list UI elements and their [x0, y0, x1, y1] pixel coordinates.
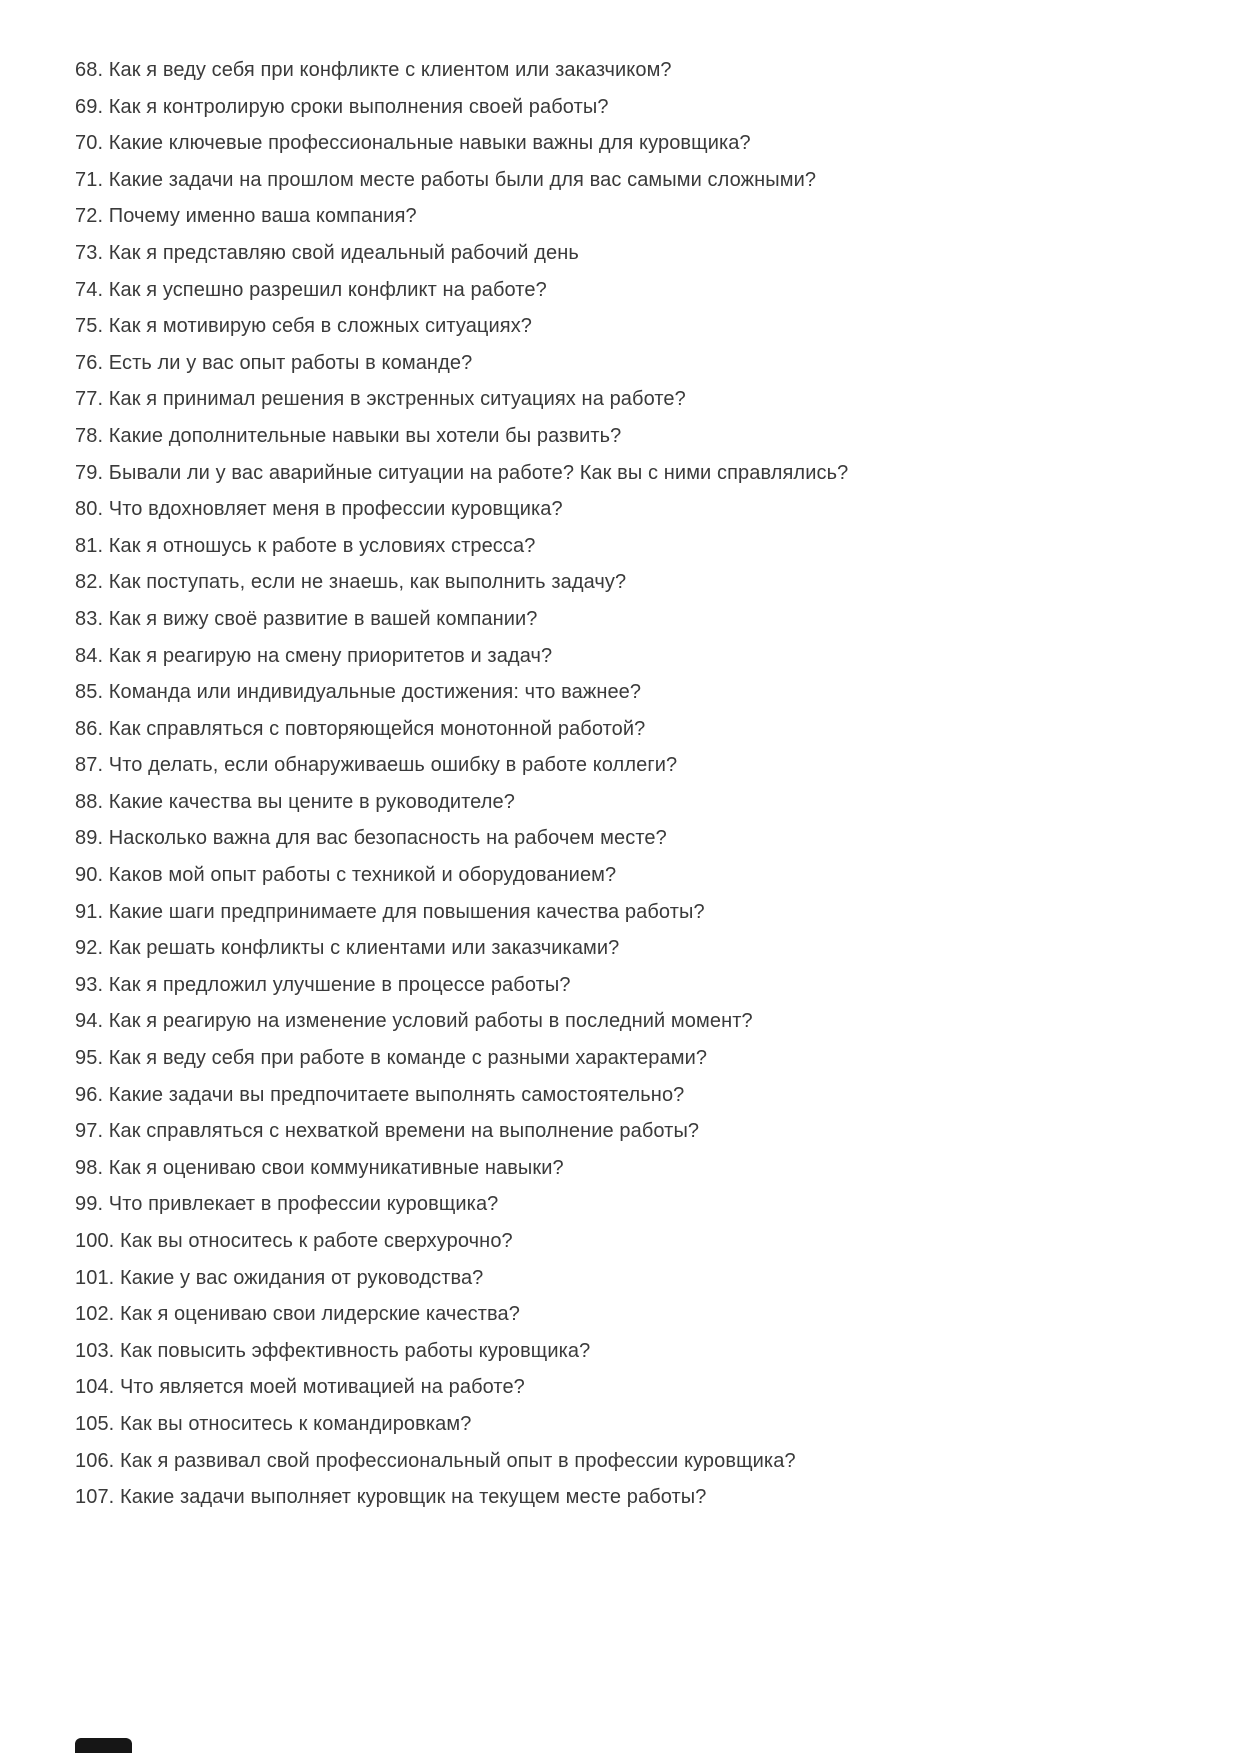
list-item: [75, 857, 1179, 894]
question-number: 89.: [75, 827, 109, 850]
list-item: [75, 711, 1179, 748]
list-item: [75, 1150, 1179, 1187]
question-text: Команда или индивидуальные достижения: что важнее?: [108, 681, 642, 704]
question-number: 91.: [75, 900, 109, 923]
list-item: [75, 930, 1179, 967]
question-number: 72.: [75, 205, 109, 228]
question-text: Как решать конфликты с клиентами или заказчиками?: [108, 937, 620, 960]
question-text: Как я оцениваю свои лидерские качества?: [119, 1303, 520, 1326]
question-text: Какие дополнительные навыки вы хотели бы развить?: [108, 424, 622, 447]
list-item: [75, 967, 1179, 1004]
list-item: [75, 1040, 1179, 1077]
question-text: Как я предложил улучшение в процессе работы?: [108, 973, 571, 996]
question-number: 71.: [75, 168, 109, 191]
question-number: 95.: [75, 1047, 109, 1070]
question-number: 106.: [75, 1449, 120, 1472]
list-item: [75, 638, 1179, 675]
list-item: [75, 89, 1179, 126]
question-number: 98.: [75, 1156, 109, 1179]
list-item: [75, 1260, 1179, 1297]
question-text: Что является моей мотивацией на работе?: [119, 1376, 525, 1399]
question-text: Каков мой опыт работы с техникой и оборудованием?: [108, 864, 617, 887]
question-text: Как я веду себя при работе в команде с разными характерами?: [108, 1047, 708, 1070]
list-item: [75, 345, 1179, 382]
question-text: Какие качества вы цените в руководителе?: [108, 790, 515, 813]
list-item: [75, 418, 1179, 455]
question-text: Как справляться с повторяющейся монотонной работой?: [108, 717, 646, 740]
list-item: [75, 235, 1179, 272]
list-item: [75, 491, 1179, 528]
question-text: Как я реагирую на изменение условий работы в последний момент?: [108, 1010, 753, 1033]
list-item: [75, 1223, 1179, 1260]
question-number: 70.: [75, 132, 109, 155]
list-item: [75, 601, 1179, 638]
question-number: 85.: [75, 681, 109, 704]
list-item: [75, 528, 1179, 565]
question-text: Как я отношусь к работе в условиях стресса?: [108, 534, 536, 557]
list-item: [75, 674, 1179, 711]
question-number: 105.: [75, 1412, 120, 1435]
list-item: [75, 381, 1179, 418]
list-item: [75, 1406, 1179, 1443]
question-text: Какие задачи вы предпочитаете выполнять самостоятельно?: [108, 1083, 685, 1106]
list-item: [75, 125, 1179, 162]
question-number: 76.: [75, 351, 109, 374]
question-text: Как я принимал решения в экстренных ситуациях на работе?: [108, 388, 686, 411]
list-item: [75, 1296, 1179, 1333]
list-item: [75, 52, 1179, 89]
question-number: 79.: [75, 461, 109, 484]
list-item: [75, 162, 1179, 199]
question-text: Как я вижу своё развитие в вашей компании?: [108, 607, 538, 630]
question-text: Почему именно ваша компания?: [108, 205, 417, 228]
question-number: 99.: [75, 1193, 109, 1216]
question-number: 94.: [75, 1010, 109, 1033]
question-number: 96.: [75, 1083, 109, 1106]
list-item: [75, 1186, 1179, 1223]
question-text: Какие задачи на прошлом месте работы были для вас самыми сложными?: [108, 168, 817, 191]
question-text: Как я оцениваю свои коммуникативные навыки?: [108, 1156, 564, 1179]
question-number: 74.: [75, 278, 109, 301]
question-number: 88.: [75, 790, 109, 813]
list-item: [75, 820, 1179, 857]
question-text: Как я представляю свой идеальный рабочий день: [108, 241, 579, 264]
question-text: Как вы относитесь к командировкам?: [119, 1412, 472, 1435]
question-number: 73.: [75, 241, 109, 264]
list-item: [75, 1003, 1179, 1040]
list-item: [75, 894, 1179, 931]
question-text: Как вы относитесь к работе сверхурочно?: [119, 1230, 513, 1252]
cut-off-bottom-element: [75, 1738, 132, 1753]
question-number: 78.: [75, 424, 109, 447]
question-number: 81.: [75, 534, 109, 557]
question-text: Какие у вас ожидания от руководства?: [119, 1266, 484, 1289]
question-text: Какие шаги предпринимаете для повышения качества работы?: [108, 900, 705, 923]
question-text: Как я мотивирую себя в сложных ситуациях?: [108, 315, 533, 338]
list-item: [75, 1333, 1179, 1370]
question-number: 104.: [75, 1376, 120, 1399]
question-text: Что вдохновляет меня в профессии куровщика?: [108, 498, 563, 521]
question-number: 101.: [75, 1266, 120, 1289]
question-text: Что привлекает в профессии куровщика?: [108, 1193, 499, 1216]
list-item: [75, 1113, 1179, 1150]
question-text: Как я контролирую сроки выполнения своей работы?: [108, 95, 609, 118]
question-number: 82.: [75, 571, 109, 594]
question-text: Как поступать, если не знаешь, как выполнить задачу?: [108, 571, 627, 594]
question-text: Как справляться с нехваткой времени на выполнение работы?: [108, 1120, 700, 1143]
question-text: Какие задачи выполняет куровщик на текущем месте работы?: [119, 1486, 707, 1509]
list-item: [75, 308, 1179, 345]
question-number: 100.: [75, 1230, 120, 1252]
list-item: [75, 1443, 1179, 1480]
list-item: [75, 272, 1179, 309]
question-text: Насколько важна для вас безопасность на рабочем месте?: [108, 827, 667, 850]
list-item: [75, 1369, 1179, 1406]
question-text: Как я успешно разрешил конфликт на работе?: [108, 278, 547, 301]
list-item: [75, 747, 1179, 784]
question-text: Бывали ли у вас аварийные ситуации на работе? Как вы с ними справлялись?: [108, 461, 849, 484]
list-item: [75, 1077, 1179, 1114]
list-item: [75, 1479, 1179, 1516]
question-number: 77.: [75, 388, 109, 411]
question-number: 68.: [75, 59, 109, 81]
question-number: 93.: [75, 973, 109, 996]
question-number: 75.: [75, 315, 109, 338]
question-text: Как я веду себя при конфликте с клиентом или заказчиком?: [108, 59, 672, 81]
question-text: Как повысить эффективность работы куровщика?: [119, 1339, 591, 1362]
question-number: 102.: [75, 1303, 120, 1326]
list-item: [75, 455, 1179, 492]
question-number: 97.: [75, 1120, 109, 1143]
question-number: 92.: [75, 937, 109, 960]
question-number: 87.: [75, 754, 109, 777]
question-number: 80.: [75, 498, 109, 521]
question-number: 84.: [75, 644, 109, 667]
question-text: Какие ключевые профессиональные навыки важны для куровщика?: [108, 132, 751, 155]
question-number: 83.: [75, 607, 109, 630]
list-item: [75, 564, 1179, 601]
question-text: Что делать, если обнаруживаешь ошибку в работе коллеги?: [108, 754, 678, 777]
list-item: [75, 784, 1179, 821]
question-number: 90.: [75, 864, 109, 887]
question-text: Как я развивал свой профессиональный опыт в профессии куровщика?: [119, 1449, 796, 1472]
list-item: [75, 198, 1179, 235]
question-number: 107.: [75, 1486, 120, 1509]
question-number: 103.: [75, 1339, 120, 1362]
question-number: 86.: [75, 717, 109, 740]
question-number: 69.: [75, 95, 109, 118]
question-text: Есть ли у вас опыт работы в команде?: [108, 351, 473, 374]
question-text: Как я реагирую на смену приоритетов и задач?: [108, 644, 553, 667]
